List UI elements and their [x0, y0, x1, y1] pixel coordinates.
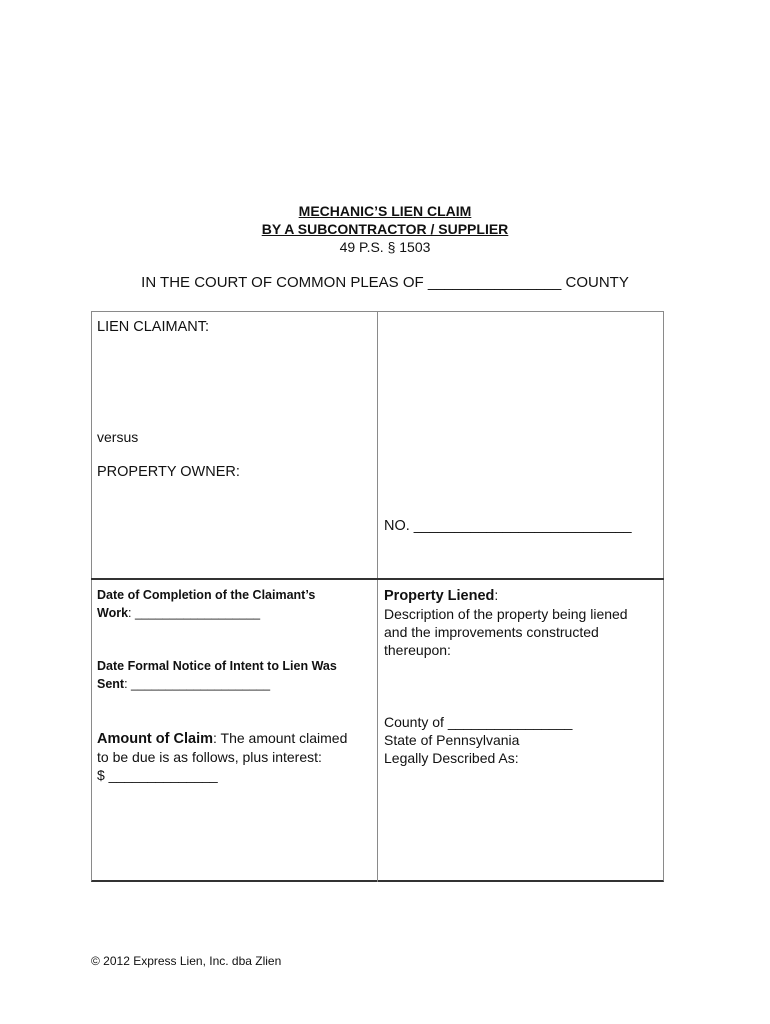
property-location-section	[384, 713, 572, 767]
completion-blank: : __________________	[128, 606, 261, 620]
amount-blank: $ ______________	[97, 767, 218, 783]
amount-of-claim-field	[97, 729, 347, 784]
property-owner-label: PROPERTY OWNER:	[97, 464, 240, 480]
property-liened-label: Property Liened	[384, 588, 495, 604]
title-line-2: BY A SUBCONTRACTOR / SUPPLIER	[261, 221, 509, 237]
copyright-footer: © 2012 Express Lien, Inc. dba Zlien	[91, 954, 282, 968]
statute-citation: 49 P.S. § 1503	[339, 239, 431, 255]
amount-text-1: : The amount claimed	[213, 730, 348, 746]
legal-description-line: Legally Described As:	[384, 750, 519, 766]
notice-label-1: Date Formal Notice of Intent to Lien Was	[97, 659, 337, 673]
section-divider	[91, 578, 664, 580]
description-line-1: Description of the property being liened	[384, 606, 628, 622]
description-line-2: and the improvements constructed	[384, 624, 599, 640]
column-divider	[377, 311, 378, 882]
county-line: County of ________________	[384, 714, 573, 730]
completion-label-2: Work	[97, 606, 129, 620]
completion-label-1: Date of Completion of the Claimant’s	[97, 588, 316, 602]
notice-date-field	[97, 657, 337, 693]
completion-date-field	[97, 586, 315, 622]
notice-blank: : ____________________	[124, 677, 271, 691]
case-number-field: NO. ___________________________	[384, 518, 632, 534]
lien-claimant-label: LIEN CLAIMANT:	[97, 319, 209, 335]
amount-text-2: to be due is as follows, plus interest:	[97, 749, 322, 765]
versus-label: versus	[97, 429, 139, 445]
title-line-1: MECHANIC’S LIEN CLAIM	[298, 203, 472, 219]
notice-label-2: Sent	[97, 677, 125, 691]
amount-label: Amount of Claim	[97, 731, 213, 747]
property-liened-colon: :	[494, 587, 499, 603]
state-line: State of Pennsylvania	[384, 732, 520, 748]
property-liened-section	[384, 586, 628, 659]
court-line: IN THE COURT OF COMMON PLEAS OF ________________ COUNTY	[141, 274, 629, 291]
description-line-3: thereupon:	[384, 642, 451, 658]
